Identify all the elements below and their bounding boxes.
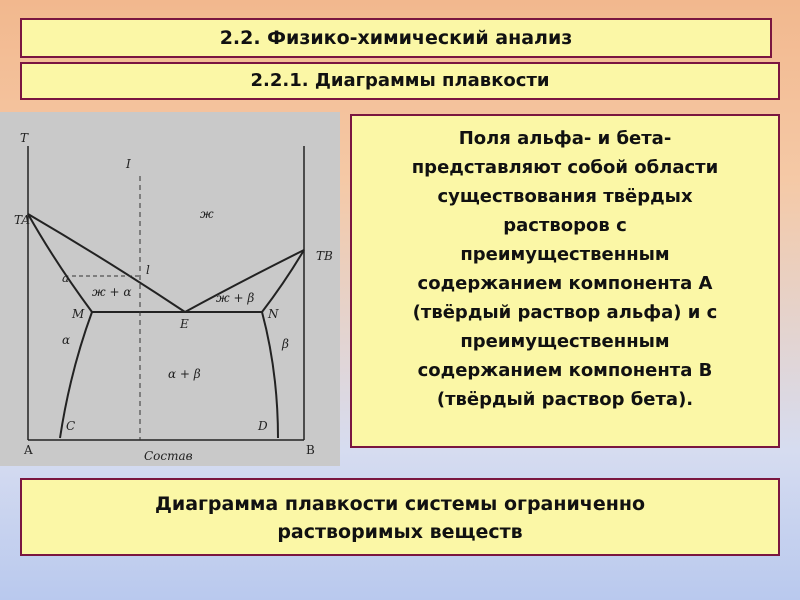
label-component-b: B	[306, 443, 315, 457]
subsection-title: 2.2.1. Диаграммы плавкости	[20, 62, 780, 100]
melting-diagram	[0, 112, 340, 466]
label-t-axis: T	[20, 131, 29, 145]
description-line: преимущественным	[460, 244, 670, 265]
label-beta-region: β	[282, 337, 289, 351]
description-line: преимущественным	[460, 331, 670, 352]
description-line: содержанием компонента В	[417, 360, 713, 381]
label-liquid-alpha-region: ж + α	[92, 285, 132, 299]
description-line: растворов с	[503, 215, 627, 236]
label-alpha-region: α	[62, 333, 71, 347]
description-line: (твёрдый раствор бета).	[436, 389, 694, 410]
description-box	[350, 114, 780, 448]
solidus-a-curve	[28, 214, 92, 312]
label-l-point: l	[146, 263, 150, 277]
solvus-a-curve	[60, 312, 92, 438]
caption-box	[20, 478, 780, 556]
label-tb: TB	[316, 249, 333, 263]
label-i: I	[126, 157, 131, 171]
label-c-point: C	[66, 419, 76, 433]
caption-line: Диаграмма плавкости системы ограниченно	[154, 493, 646, 515]
label-component-a: A	[24, 443, 33, 457]
label-n-point: N	[268, 307, 279, 321]
section-title: 2.2. Физико-химический анализ	[20, 18, 772, 58]
phase-diagram-svg	[0, 112, 340, 466]
description-line: представляют собой области	[411, 157, 719, 178]
description-line: Поля альфа- и бета-	[458, 128, 672, 149]
label-a-point: a	[62, 271, 70, 285]
label-alpha-beta-region: α + β	[168, 367, 201, 381]
solidus-b-curve	[262, 250, 304, 312]
label-m-point: M	[72, 307, 85, 321]
label-e-point: E	[180, 317, 189, 331]
description-line: содержанием компонента А	[417, 273, 713, 294]
caption-line: растворимых веществ	[277, 521, 523, 543]
label-liquid-beta-region: ж + β	[216, 291, 255, 305]
label-ta: TA	[14, 213, 31, 227]
description-line: существования твёрдых	[437, 186, 693, 207]
description-line: (твёрдый раствор альфа) и с	[412, 302, 718, 323]
label-composition-axis: Состав	[144, 449, 193, 463]
label-liquid-region: ж	[200, 207, 214, 221]
label-d-point: D	[258, 419, 268, 433]
